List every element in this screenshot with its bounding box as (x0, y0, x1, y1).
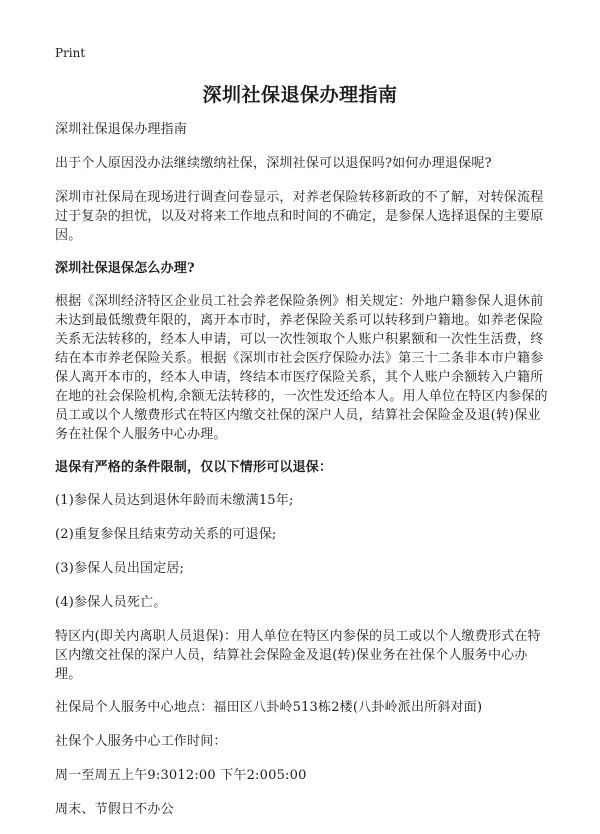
working-hours-label: 社保个人服务中心工作时间： (55, 734, 227, 749)
condition-item: (2)重复参保且结束劳动关系的可退保; (55, 527, 277, 542)
condition-item: (4)参保人员死亡。 (55, 595, 167, 610)
print-link[interactable]: Print (55, 46, 86, 60)
regulation-paragraph: 根据《深圳经济特区企业员工社会养老保险条例》相关规定：外地户籍参保人退休前未达到最低缴费年限的，离开本市时，养老保险关系可以转移到户籍地。如养老保险关系无法转移的，经本人申请，可以一次性领取个人账户积累额和一次性生活费，终结在本市养老保险关系。根据《深圳市社会医疗保险办法》第三十二条非本市户籍参保人离开本市的，经本人申请，终结本市医疗保险关系，其个人账户余额转入户籍所在地的社会保险机构,余额无法转移的，一次性发还给本人。用人单位在特区内参保的员工或以个人缴费形式在特区内缴交社保的深户人员，结算社会保险金及退(转)保业务在社保个人服务中心办理。 (55, 294, 548, 442)
conditions-heading: 退保有严格的条件限制，仅以下情形可以退保： (55, 460, 333, 475)
intro-question: 出于个人原因没办法继续缴纳社保，深圳社保可以退保吗?如何办理退保呢? (55, 156, 492, 171)
article-body (55, 120, 551, 834)
page-title: 深圳社保退保办理指南 (202, 84, 398, 106)
working-hours-value: 周一至周五上午9:3012:00 下午2:005:00 (55, 768, 307, 783)
article-subtitle: 深圳社保退保办理指南 (55, 122, 188, 137)
special-zone-paragraph: 特区内(即关内离职人员退保)：用人单位在特区内参保的员工或以个人缴费形式在特区内缴交社保的深户人员，结算社会保险金及退(转)保业务在社保个人服务中心办理。 (55, 629, 541, 682)
survey-paragraph: 深圳市社保局在现场进行调查问卷显示，对养老保险转移新政的不了解，对转保流程过于复杂的担忧，以及对将来工作地点和时间的不确定，是参保人选择退保的主要原因。 (55, 190, 544, 243)
condition-item: (3)参保人员出国定居; (55, 561, 185, 576)
service-center-location: 社保局个人服务中心地点：福田区八卦岭513栋2楼(八卦岭派出所斜对面) (55, 700, 483, 715)
condition-item: (1)参保人员达到退休年龄而未缴满15年; (55, 493, 294, 508)
holiday-note: 周末、节假日不办公 (55, 802, 174, 817)
how-to-heading: 深圳社保退保怎么办理? (55, 261, 195, 276)
